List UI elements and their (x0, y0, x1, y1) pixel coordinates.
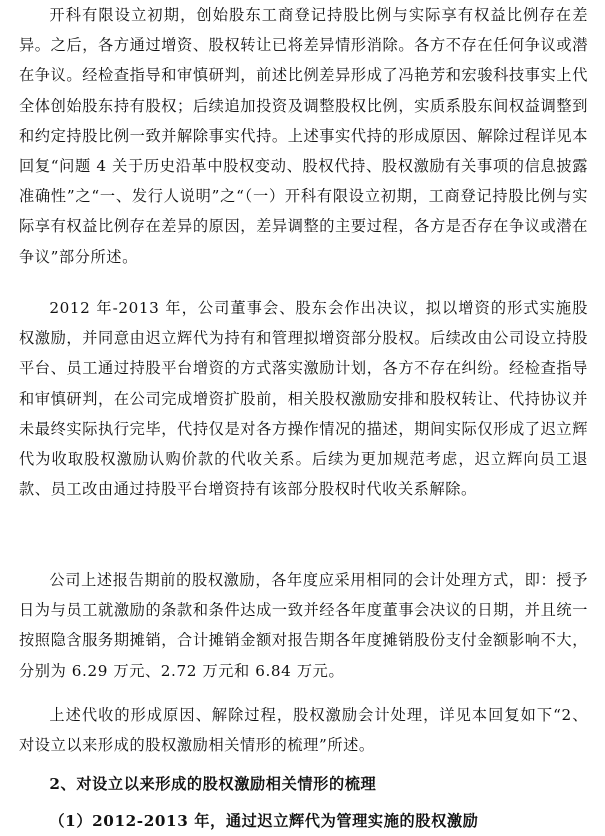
paragraph-2: 2012 年-2013 年，公司董事会、股东会作出决议，拟以增资的形式实施股权激励，并同意由迟立辉代为持有和管理拟增资部分股权。后续改由公司设立持股平台、员工通过持股平台增资的方式落实激励计划，各方不存在纠纷。经检查指导和审慎研判，在公司完成增资扩股前，相关股权激励安排和股权转让、代持协议并未最终实际执行完毕，代持仅是对各方操作情况的描述，期间实际仅形成了迟立辉代为收取股权激励认购价款的代收关系。后续为更加规范考虑，迟立辉向员工退款、员工改由通过持股平台增资持有该部分股权时代收关系解除。 (19, 299, 588, 499)
subsection-heading: （1）2012-2013 年，通过迟立辉代为管理实施的股权激励 (49, 812, 479, 830)
paragraph-1: 开科有限设立初期，创始股东工商登记持股比例与实际享有权益比例存在差异。之后，各方通过增资、股权转让已将差异情形消除。各方不存在任何争议或潜在争议。经检查指导和审慎研判，前述比例差异形成了冯艳芳和宏骏科技事实上代全体创始股东持有股权；后续追加投资及调整股权比例，实质系股东间权益调整到和约定持股比例一致并解除事实代持。上述事实代持的形成原因、解除过程详见本回复“问题 4 关于历史沿革中股权变动、股权代持、股权激励有关事项的信息披露准确性”之“一、发行人说明”之“（一）开科有限设立初期，工商登记持股比例与实际享有权益比例存在差异的原因，差异调整的主要过程，各方是否存在争议或潜在争议”部分所述。 (19, 6, 588, 266)
section-heading: 2、对设立以来形成的股权激励相关情形的梳理 (49, 775, 377, 793)
paragraph-3: 公司上述报告期前的股权激励，各年度应采用相同的会计处理方式，即：授予日为与员工就激励的条款和条件达成一致并经各年度董事会决议的日期，并且统一按照隐含服务期摊销，合计摊销金额对报告期各年度摊销股份支付金额影响不大，分别为 6.29 万元、2.72 万元和 6.84 万元。 (19, 571, 588, 680)
paragraph-4: 上述代收的形成原因、解除过程，股权激励会计处理，详见本回复如下“2、对设立以来形成的股权激励相关情形的梳理”所述。 (19, 706, 588, 755)
